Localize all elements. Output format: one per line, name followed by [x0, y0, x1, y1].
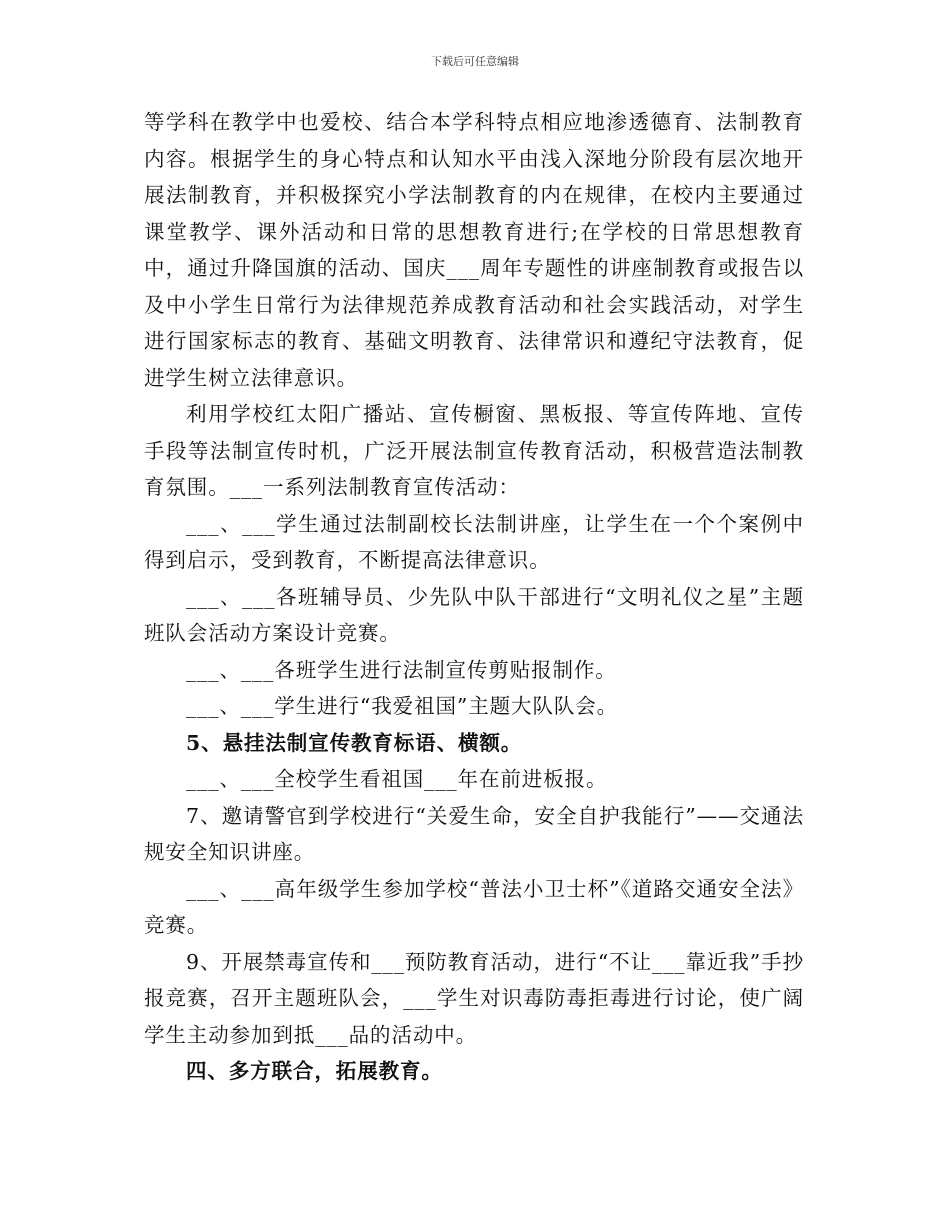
paragraph-4: ___、___各班辅导员、少先队中队干部进行“文明礼仪之星”主题班队会活动方案设计竞赛。 [144, 584, 804, 645]
paragraph-6: ___、___学生进行“我爱祖国”主题大队队会。 [186, 694, 619, 718]
document-body [144, 104, 804, 1090]
paragraph-10: ___、___高年级学生参加学校“普法小卫士杯”《道路交通安全法》竞赛。 [144, 876, 804, 937]
paragraph-2: 利用学校红太阳广播站、宣传橱窗、黑板报、等宣传阵地、宣传手段等法制宣传时机，广泛开展法制宣传教育活动，积极营造法制教育氛围。___一系列法制教育宣传活动： [144, 402, 804, 499]
paragraph-11: 9、开展禁毒宣传和___预防教育活动，进行“不让___靠近我”手抄报竞赛，召开主题班队会，___学生对识毒防毒拒毒进行讨论，使广阔学生主动参加到抵___品的活动中。 [144, 949, 804, 1047]
section-heading-5: 5、悬挂法制宣传教育标语、横额。 [186, 730, 523, 755]
paragraph-9: 7、邀请警官到学校进行“关爱生命，安全自护我能行”——交通法规安全知识讲座。 [144, 803, 804, 864]
paragraph-1: 等学科在教学中也爱校、结合本学科特点相应地渗透德育、法制教育内容。根据学生的身心特点和认知水平由浅入深地分阶段有层次地开展法制教育，并积极探究小学法制教育的内在规律，在校内主要通过课堂教学、课外活动和日常的思想教育进行;在学校的日常思想教育中，通过升降国旗的活动、国庆___周年专题性的讲座制教育或报告以及中小学生日常行为法律规范养成教育活动和社会实践活动，对学生进行国家标志的教育、基础文明教育、法律常识和遵纪守法教育，促进学生树立法律意识。 [144, 110, 804, 390]
paragraph-8: ___、___全校学生看祖国___年在前进板报。 [186, 767, 608, 791]
paragraph-3: ___、___学生通过法制副校长法制讲座，让学生在一个个案例中得到启示，受到教育，不断提高法律意识。 [144, 511, 804, 572]
paragraph-5: ___、___各班学生进行法制宣传剪贴报制作。 [186, 657, 617, 682]
page-header: 下载后可任意编辑 [431, 55, 519, 68]
section-heading-4: 四、多方联合，拓展教育。 [186, 1059, 443, 1083]
